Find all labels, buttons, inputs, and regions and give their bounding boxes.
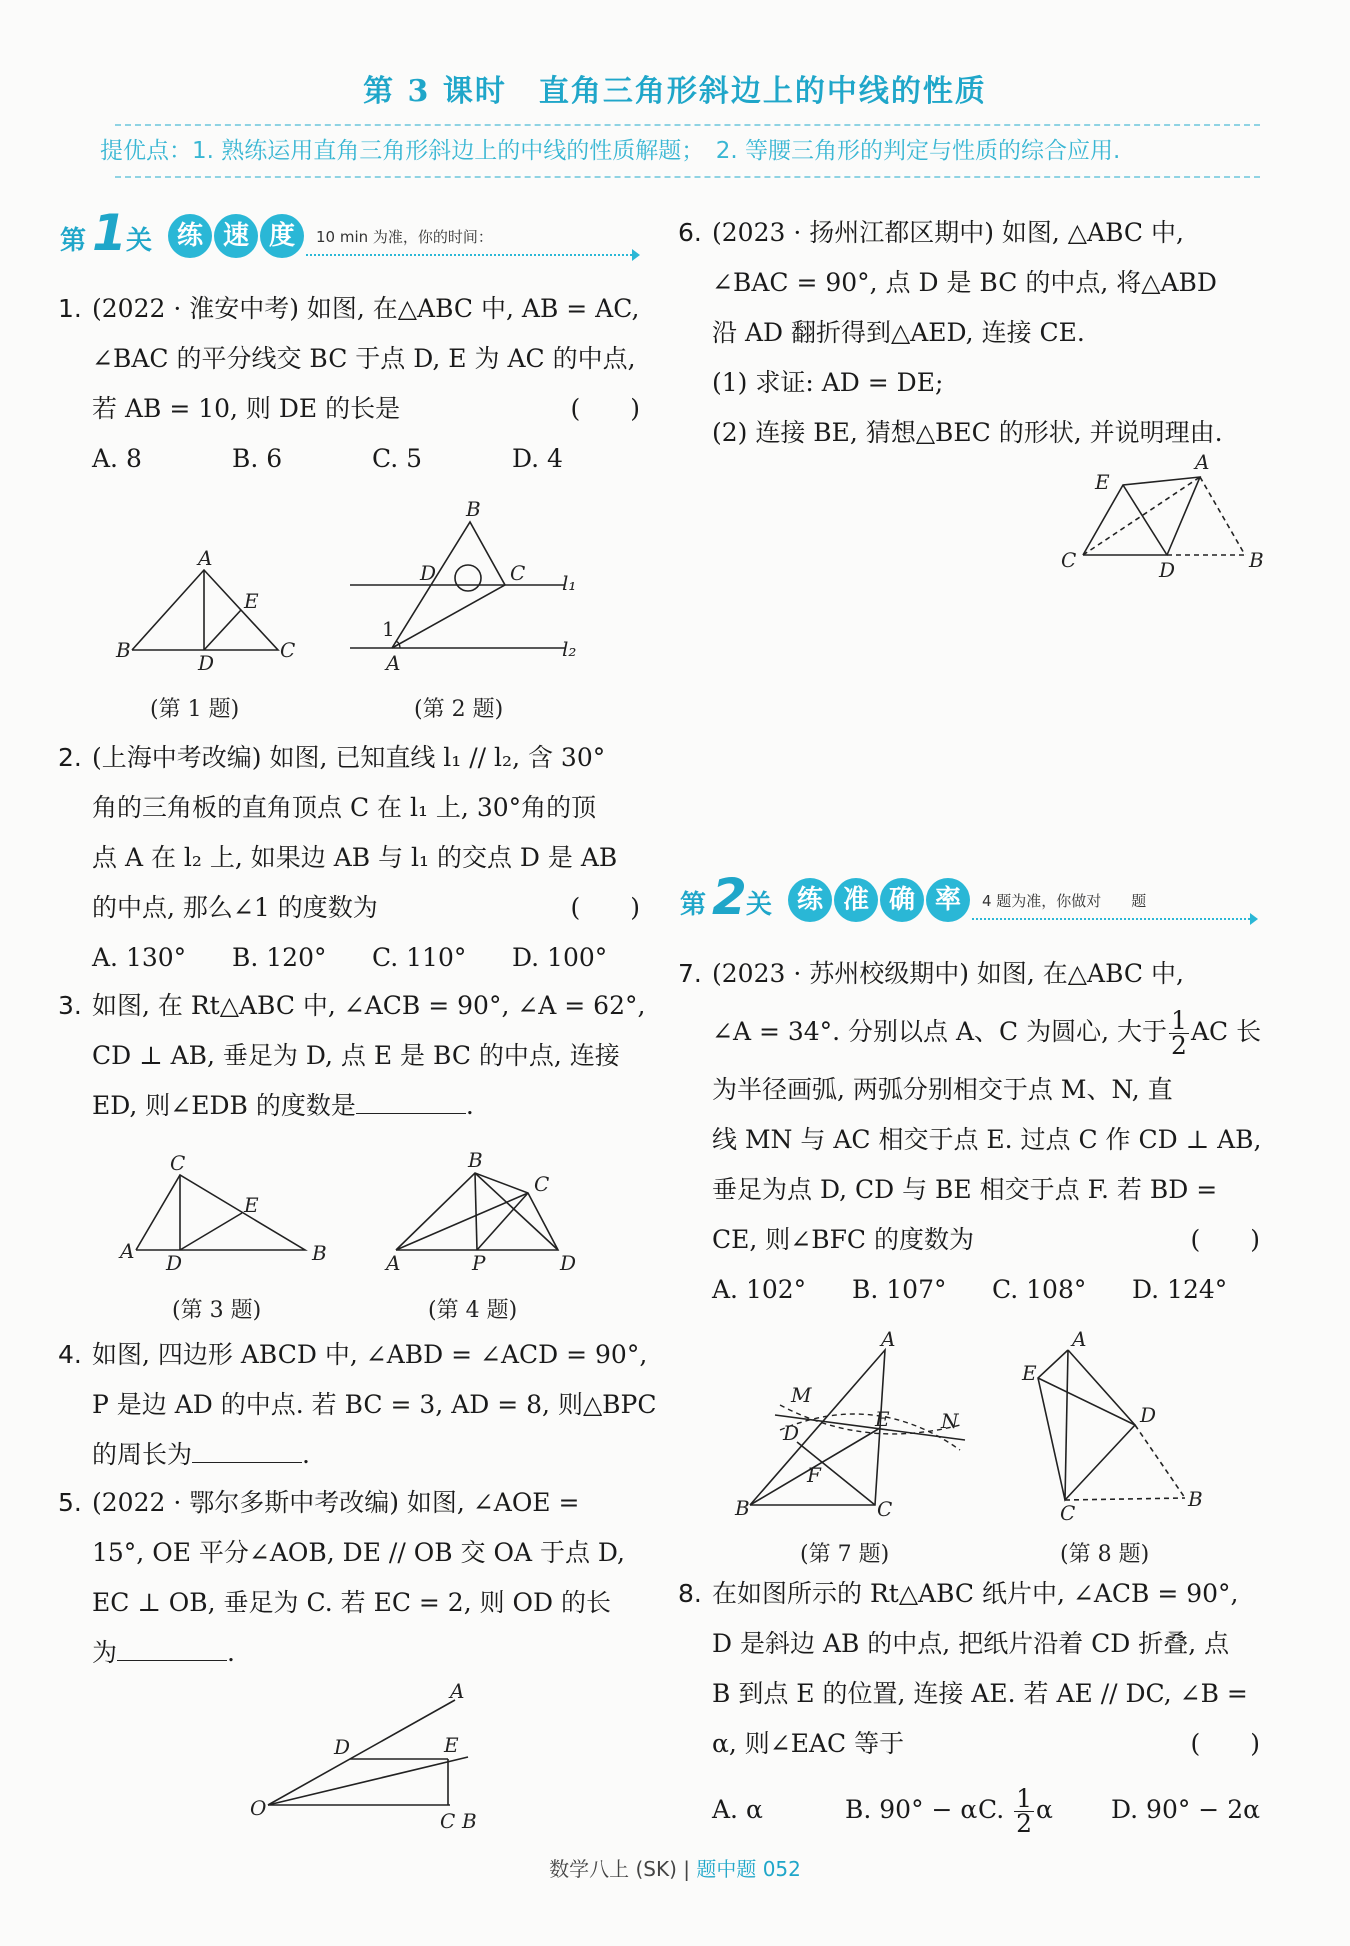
figure-caption: (第 2 题) <box>414 697 504 722</box>
badge-char: 准 <box>834 878 878 922</box>
level-2-banner <box>680 868 1265 928</box>
badge-char: 练 <box>788 878 832 922</box>
badge-char: 速 <box>214 214 258 258</box>
label-l2: l₂ <box>562 637 577 661</box>
level-prefix: 第 <box>60 226 87 256</box>
badge-char: 率 <box>926 878 970 922</box>
label-c: C <box>877 1497 893 1521</box>
label-e: E <box>244 1193 259 1217</box>
label-a: A <box>120 1239 135 1263</box>
lesson-title: 第 3 课时 直角三角形斜边上的中线的性质 <box>363 74 987 109</box>
question-2 <box>58 733 640 983</box>
dotted-arrow <box>972 918 1254 920</box>
page-number: 052 <box>762 1857 801 1881</box>
question-text: 若 AB = 10, 则 DE 的长是 <box>92 394 401 423</box>
numerator: 1 <box>1016 1784 1033 1813</box>
question-text: ∠A = 34°. 分别以点 A、C 为圆心, 大于 <box>712 1017 1168 1046</box>
label-a: A <box>198 546 213 570</box>
answer-parens: ( ) <box>1190 1225 1260 1254</box>
question-line: CD ⊥ AB, 垂足为 D, 点 E 是 BC 的中点, 连接 <box>92 1041 620 1070</box>
option-d: D. 100° <box>512 943 608 972</box>
figure-8 <box>1020 1327 1220 1525</box>
figure-6 <box>1055 450 1275 585</box>
option-c: C. 110° <box>372 943 467 972</box>
label-c: C <box>534 1172 550 1196</box>
option-d: D. 4 <box>512 444 563 473</box>
segment-ac <box>1065 1350 1068 1500</box>
label-b: B <box>312 1241 327 1265</box>
book-name: 数学八上 (SK) <box>549 1857 677 1881</box>
options <box>712 1777 1260 1843</box>
figure-4 <box>380 1145 600 1275</box>
line-mn <box>775 1415 965 1440</box>
question-number: 5. <box>58 1488 82 1517</box>
quadrilateral-adce <box>1038 1350 1135 1500</box>
question-line: ∠BAC = 90°, 点 D 是 BC 的中点, 将△ABD <box>712 268 1217 297</box>
question-line: P 是边 AD 的中点. 若 BC = 3, AD = 8, 则△BPC <box>92 1390 657 1419</box>
label-b: B <box>462 1809 477 1833</box>
divider-top <box>115 124 1260 126</box>
option-c: C. 108° <box>992 1275 1087 1304</box>
label-d: D <box>560 1251 577 1275</box>
segment-ed <box>1038 1378 1135 1425</box>
question-4 <box>58 1330 657 1480</box>
page-footer <box>0 1853 1350 1882</box>
label-b: B <box>1249 548 1264 572</box>
label-c: C <box>280 638 296 662</box>
label-b: B <box>466 497 481 521</box>
label-d: D <box>1140 1403 1157 1427</box>
label-a: A <box>881 1327 896 1351</box>
label-a: A <box>1072 1327 1087 1351</box>
question-5 <box>58 1478 640 1678</box>
label-b: B <box>468 1148 483 1172</box>
denominator: 2 <box>1171 1031 1187 1060</box>
option-d: D. 124° <box>1132 1275 1228 1304</box>
figure-caption: (第 3 题) <box>172 1298 262 1323</box>
question-1 <box>58 284 640 484</box>
question-line: (上海中考改编) 如图, 已知直线 l₁ // l₂, 含 30° <box>92 743 606 772</box>
label-e: E <box>444 1733 459 1757</box>
fraction-half <box>1169 1006 1189 1060</box>
label-n: N <box>941 1409 959 1433</box>
segment-bp <box>475 1173 477 1250</box>
question-line <box>712 1215 1260 1265</box>
answer-blank[interactable] <box>117 1632 227 1661</box>
label-e: E <box>1095 470 1110 494</box>
label-c: C <box>1060 1501 1076 1525</box>
question-text: 的周长为 <box>92 1440 193 1469</box>
question-line: EC ⊥ OB, 垂足为 C. 若 EC = 2, 则 OD 的长 <box>92 1588 612 1617</box>
label-d: D <box>198 651 215 675</box>
level-theme-badge <box>788 878 970 922</box>
segment-de <box>180 1213 242 1250</box>
question-line: 15°, OE 平分∠AOB, DE // OB 交 OA 于点 D, <box>92 1538 625 1567</box>
ray-oa <box>268 1700 455 1805</box>
figure-caption: (第 7 题) <box>800 1542 890 1567</box>
label-a: A <box>1195 450 1210 474</box>
divider-bottom <box>115 176 1260 178</box>
period: . <box>302 1440 310 1469</box>
segment-db-dashed <box>1135 1425 1185 1498</box>
question-line <box>92 883 640 933</box>
question-line: D 是斜边 AB 的中点, 把纸片沿着 CD 折叠, 点 <box>712 1629 1230 1658</box>
label-m: M <box>791 1383 812 1407</box>
segment-cp <box>477 1193 528 1250</box>
label-o: O <box>250 1796 267 1820</box>
period: . <box>227 1638 235 1667</box>
question-8 <box>678 1569 1260 1843</box>
option-text: α <box>1036 1795 1053 1824</box>
level-number: 1 <box>92 204 127 262</box>
score-note: 4 题为准，你做对 题 <box>982 892 1147 910</box>
question-number: 8. <box>678 1579 702 1608</box>
question-line: 角的三角板的直角顶点 C 在 l₁ 上, 30°角的顶 <box>92 793 597 822</box>
answer-blank[interactable] <box>356 1085 466 1114</box>
question-line: 垂足为点 D, CD 与 BE 相交于点 F. 若 BD = <box>712 1175 1218 1204</box>
answer-parens: ( ) <box>570 893 640 922</box>
question-line: (2022 · 鄂尔多斯中考改编) 如图, ∠AOE = <box>92 1488 580 1517</box>
question-line: 在如图所示的 Rt△ABC 纸片中, ∠ACB = 90°, <box>712 1579 1239 1608</box>
option-d: D. 90° − 2α <box>1111 1795 1260 1824</box>
option-a: A. 130° <box>92 943 187 972</box>
level-prefix: 第 <box>680 890 707 920</box>
option-a: A. 8 <box>92 444 142 473</box>
question-subpart-1: (1) 求证: AD = DE; <box>712 368 944 397</box>
badge-char: 度 <box>260 214 304 258</box>
options <box>712 1265 1260 1315</box>
question-number: 4. <box>58 1340 82 1369</box>
question-line: (2023 · 苏州校级期中) 如图, 在△ABC 中, <box>712 959 1184 988</box>
answer-blank[interactable] <box>192 1434 302 1463</box>
question-text: ED, 则∠EDB 的度数是 <box>92 1091 356 1120</box>
label-d: D <box>420 561 437 585</box>
label-c: C <box>1061 548 1077 572</box>
series-name: 题中题 <box>696 1857 757 1881</box>
level-number: 2 <box>712 868 747 926</box>
option-b: B. 6 <box>232 444 283 473</box>
question-line <box>92 1628 640 1678</box>
question-line: 为半径画弧, 两弧分别相交于点 M、N, 直 <box>712 1075 1173 1104</box>
option-a: A. α <box>712 1795 763 1824</box>
fraction-half <box>1014 1784 1034 1838</box>
diagonal-ac <box>396 1193 528 1250</box>
label-d: D <box>783 1421 800 1445</box>
question-6 <box>678 208 1260 458</box>
figure-5 <box>250 1679 490 1833</box>
question-line <box>92 1430 640 1480</box>
option-letter: C. <box>978 1795 1005 1824</box>
question-line: 点 A 在 l₂ 上, 如果边 AB 与 l₁ 的交点 D 是 AB <box>92 843 618 872</box>
question-number: 2. <box>58 743 82 772</box>
question-number: 1. <box>58 294 82 323</box>
question-line: (2023 · 扬州江都区期中) 如图, △ABC 中, <box>712 218 1184 247</box>
ray-oe <box>268 1757 468 1805</box>
label-c: C <box>170 1151 186 1175</box>
badge-char: 练 <box>168 214 212 258</box>
label-b: B <box>116 638 131 662</box>
figure-caption: (第 4 题) <box>428 1298 518 1323</box>
question-number: 7. <box>678 959 702 988</box>
question-number: 6. <box>678 218 702 247</box>
question-subpart-2: (2) 连接 BE, 猜想△BEC 的形状, 并说明理由. <box>712 418 1223 447</box>
level-suffix: 关 <box>126 226 153 256</box>
question-7 <box>678 949 1262 1315</box>
question-3 <box>58 981 646 1131</box>
question-line: 如图, 四边形 ABCD 中, ∠ABD = ∠ACD = 90°, <box>92 1340 648 1369</box>
label-d: D <box>334 1735 351 1759</box>
badge-char: 确 <box>880 878 924 922</box>
time-note: 10 min 为准，你的时间： <box>316 228 493 246</box>
question-text: CE, 则∠BFC 的度数为 <box>712 1225 975 1254</box>
question-line <box>712 1719 1260 1769</box>
figure-1 <box>110 545 310 675</box>
segment-de <box>204 610 241 650</box>
label-c: C <box>510 561 526 585</box>
figure-caption: (第 8 题) <box>1060 1542 1150 1567</box>
label-l1: l₁ <box>562 571 577 595</box>
label-f: F <box>807 1463 821 1487</box>
label-e: E <box>1022 1361 1037 1385</box>
question-line: 如图, 在 Rt△ABC 中, ∠ACB = 90°, ∠A = 62°, <box>92 991 646 1020</box>
option-a: A. 102° <box>712 1275 807 1304</box>
footer-separator: | <box>683 1857 690 1881</box>
question-text: α, 则∠EAC 等于 <box>712 1729 905 1758</box>
question-number: 3. <box>58 991 82 1020</box>
option-b: B. 90° − α <box>845 1795 978 1824</box>
level-1-banner <box>60 204 645 264</box>
question-line: 沿 AD 翻折得到△AED, 连接 CE. <box>712 318 1085 347</box>
question-line: (2022 · 淮安中考) 如图, 在△ABC 中, AB = AC, <box>92 294 640 323</box>
label-a: A <box>450 1679 465 1703</box>
dotted-arrow <box>306 254 636 256</box>
triangle-abc <box>136 1175 305 1250</box>
label-e: E <box>875 1407 890 1431</box>
option-b: B. 120° <box>232 943 327 972</box>
question-line <box>712 999 1260 1065</box>
label-d: D <box>166 1251 183 1275</box>
figure-caption: (第 1 题) <box>150 697 240 722</box>
figure-3 <box>120 1150 340 1280</box>
label-b: B <box>735 1496 750 1520</box>
question-line: 线 MN 与 AC 相交于点 E. 过点 C 作 CD ⊥ AB, <box>712 1125 1262 1154</box>
label-b: B <box>1188 1487 1203 1511</box>
answer-parens: ( ) <box>570 394 640 423</box>
label-c: C <box>440 1809 456 1833</box>
label-p: P <box>472 1251 486 1275</box>
hole-circle <box>455 565 481 591</box>
question-text: 的中点, 那么∠1 的度数为 <box>92 893 378 922</box>
question-line <box>92 1081 640 1131</box>
question-line: B 到点 E 的位置, 连接 AE. 若 AE // DC, ∠B = <box>712 1679 1248 1708</box>
label-e: E <box>244 589 259 613</box>
level-theme-badge <box>168 214 304 258</box>
question-line <box>92 384 640 434</box>
level-suffix: 关 <box>746 890 773 920</box>
segment-ed <box>1123 485 1167 555</box>
question-text: 为 <box>92 1638 118 1667</box>
label-angle-1: 1 <box>382 617 395 641</box>
figure-7 <box>735 1327 985 1521</box>
question-line: ∠BAC 的平分线交 BC 于点 D, E 为 AC 的中点, <box>92 344 636 373</box>
label-a: A <box>386 1251 401 1275</box>
question-text: AC 长 <box>1190 1017 1262 1046</box>
label-d: D <box>1159 558 1176 582</box>
option-c: C. 5 <box>372 444 423 473</box>
denominator: 2 <box>1016 1809 1033 1838</box>
options <box>92 434 640 484</box>
figure-2 <box>350 497 610 680</box>
numerator: 1 <box>1171 1006 1187 1035</box>
segment-cb-dashed <box>1065 1498 1185 1500</box>
answer-parens: ( ) <box>1190 1729 1260 1758</box>
label-a: A <box>386 651 401 675</box>
key-points: 提优点：1. 熟练运用直角三角形斜边上的中线的性质解题； 2. 等腰三角形的判定与性质的综合应用. <box>100 138 1121 164</box>
segment-ab-dashed <box>1200 477 1245 555</box>
option-c <box>978 1777 1111 1843</box>
options <box>92 933 640 983</box>
option-b: B. 107° <box>852 1275 947 1304</box>
period: . <box>465 1091 474 1120</box>
